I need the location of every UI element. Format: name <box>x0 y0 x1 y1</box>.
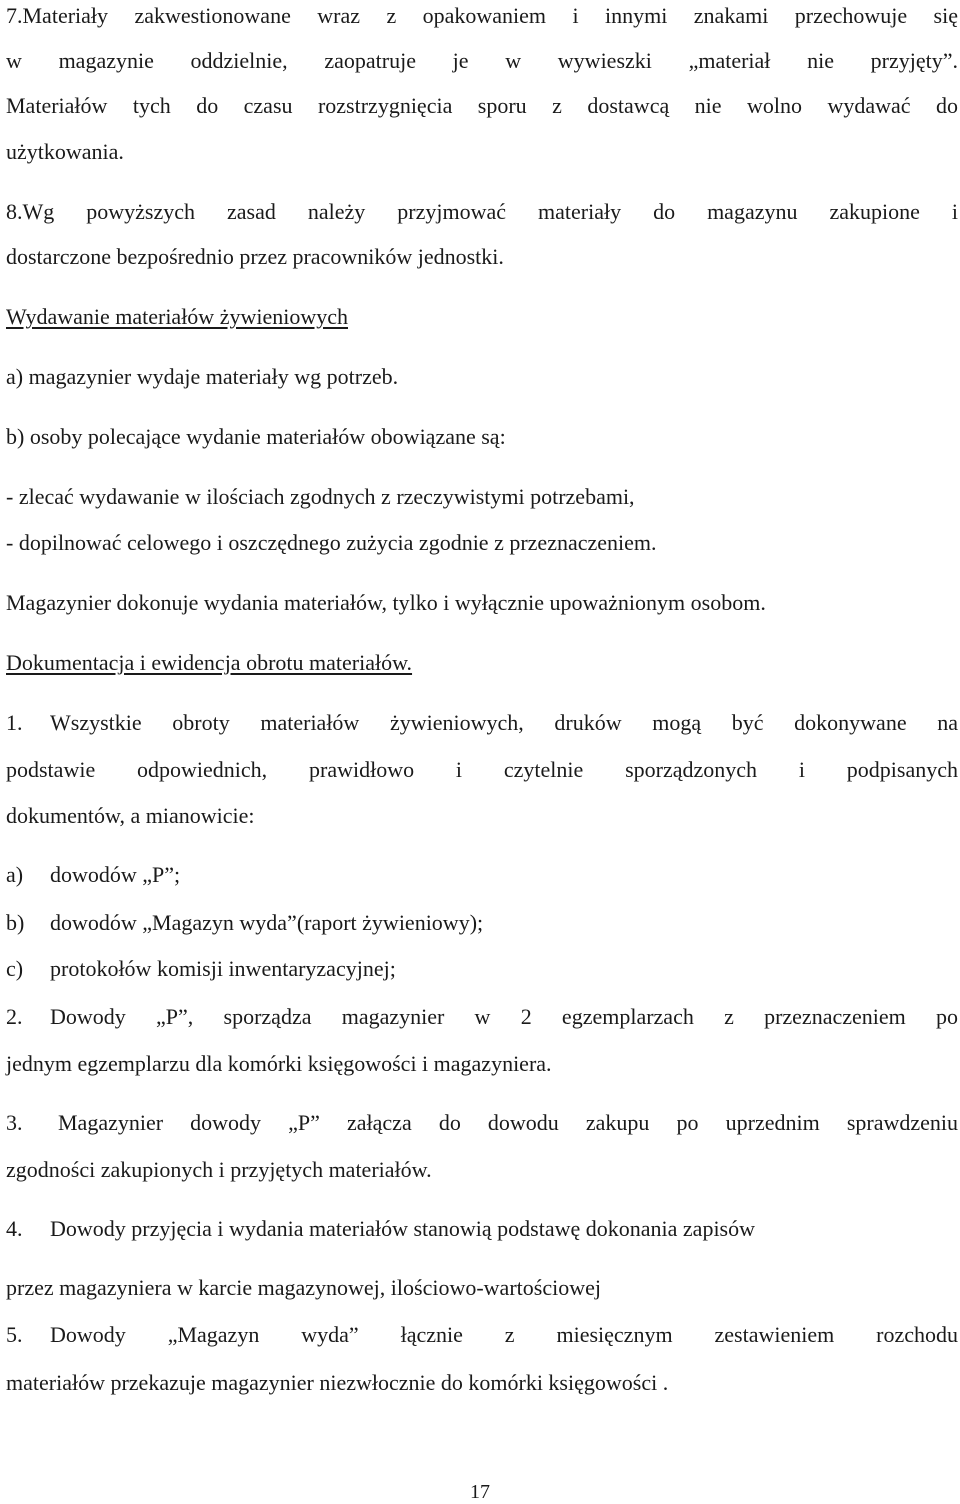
numbered-item <box>6 1110 958 1136</box>
text-line: dokumentów, a mianowicie: <box>6 803 255 828</box>
text-line: materiałów przekazuje magazynier niezwłocznie do komórki księgowości . <box>6 1370 669 1395</box>
item-number: 2. <box>6 1004 23 1029</box>
text-line: zgodności zakupionych i przyjętych materiałów. <box>6 1157 432 1182</box>
text-line: Magazynier dokonuje wydania materiałów, tylko i wyłącznie upoważnionym osobom. <box>6 590 766 615</box>
item-number: 3. <box>6 1110 23 1135</box>
item-label: b) <box>6 910 25 935</box>
text-line: podstawie odpowiednich, prawidłowo i czytelnie sporządzonych i podpisanych <box>6 757 958 782</box>
list-item <box>6 956 958 982</box>
item-text: Wszystkie obroty materiałów żywieniowych, druków mogą być dokonywane na <box>50 710 958 735</box>
section-heading: Dokumentacja i ewidencja obrotu materiałów. <box>6 650 413 675</box>
text-line: 7.Materiały zakwestionowane wraz z opakowaniem i innymi znakami przechowuje się <box>6 3 958 28</box>
item-text: Dowody „P”, sporządza magazynier w 2 egzemplarzach z przeznaczeniem po <box>50 1004 958 1029</box>
item-text: Dowody przyjęcia i wydania materiałów stanowią podstawę dokonania zapisów <box>50 1216 756 1241</box>
text-line: użytkowania. <box>6 139 124 164</box>
item-number: 1. <box>6 710 23 735</box>
item-text: dowodów „P”; <box>50 862 181 887</box>
item-text: Dowody „Magazyn wyda” łącznie z miesięcznym zestawieniem rozchodu <box>50 1322 958 1347</box>
item-label: a) <box>6 862 24 887</box>
item-label: c) <box>6 956 24 981</box>
text-line: 8.Wg powyższych zasad należy przyjmować materiały do magazynu zakupione i <box>6 199 958 224</box>
section-heading: Wydawanie materiałów żywieniowych <box>6 304 348 329</box>
numbered-item <box>6 710 958 736</box>
list-item <box>6 862 958 888</box>
list-item <box>6 910 958 936</box>
item-number: 4. <box>6 1216 23 1241</box>
text-line: Materiałów tych do czasu rozstrzygnięcia sporu z dostawcą nie wolno wydawać do <box>6 93 958 118</box>
text-line: przez magazyniera w karcie magazynowej, ilościowo-wartościowej <box>6 1275 601 1300</box>
numbered-item <box>6 1004 958 1030</box>
page-number: 17 <box>470 1481 490 1503</box>
list-item: a) magazynier wydaje materiały wg potrzeb. <box>6 364 399 389</box>
list-item: b) osoby polecające wydanie materiałów obowiązane są: <box>6 424 506 449</box>
item-text: dowodów „Magazyn wyda”(raport żywieniowy); <box>50 910 484 935</box>
item-text: Magazynier dowody „P” załącza do dowodu zakupu po uprzednim sprawdzeniu <box>58 1110 958 1135</box>
numbered-item <box>6 1322 958 1348</box>
list-item: - zlecać wydawanie w ilościach zgodnych z rzeczywistymi potrzebami, <box>6 484 635 509</box>
text-line: jednym egzemplarzu dla komórki księgowości i magazyniera. <box>6 1051 552 1076</box>
text-line: w magazynie oddzielnie, zaopatruje je w wywieszki „materiał nie przyjęty”. <box>6 48 958 73</box>
text-line: dostarczone bezpośrednio przez pracowników jednostki. <box>6 244 504 269</box>
numbered-item <box>6 1216 958 1242</box>
item-number: 5. <box>6 1322 23 1347</box>
list-item: - dopilnować celowego i oszczędnego zużycia zgodnie z przeznaczeniem. <box>6 530 657 555</box>
item-text: protokołów komisji inwentaryzacyjnej; <box>50 956 396 981</box>
